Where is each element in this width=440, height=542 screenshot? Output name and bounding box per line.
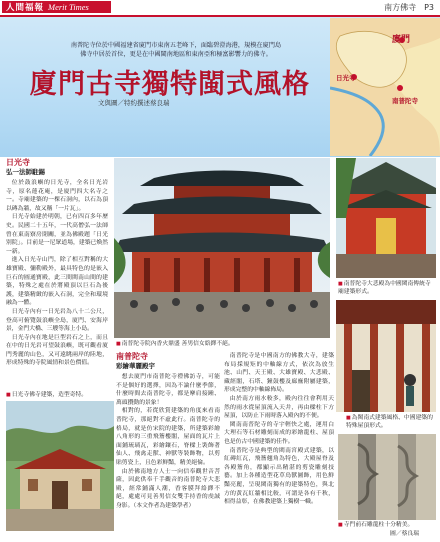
right-paragraph: 南普陀寺是典型的閩南宮殿式建築，以紅磚紅瓦，飛簷翹角為特色，大殿屋脊及各殿簷角，都顯示出精湛的剪瓷雕刻技藝。加上各種造型花草鳥獸圖飾，用色鮮豔亮麗，呈現閩南獨有的建築特色，與北方的黃瓦紅牆相比較，可謂是各有千秋，相得益彰，在佛教建築上獨樹一幟。	[224, 447, 334, 506]
newspaper-logo	[2, 1, 111, 13]
map-label-riguangsi: 日光寺	[336, 74, 356, 82]
stone-pillar-photo	[338, 434, 436, 520]
left-subheading: 弘一法師駐錫	[6, 168, 45, 176]
caption-left-bottom: ■ 日光寺佛寺建築，造型奇特。	[6, 391, 111, 399]
right-paragraph: 南普陀寺是中國南方的佛教大寺，建築布局採規矩的中軸線方式，依次為放生池、山門、天王殿、大雄寶殿、大悲殿、藏經閣，石塔、鐘鼓樓及廊廡附屬建築，形成完整的中軸線佈局。	[224, 353, 334, 394]
middle-paragraph: 由於佛南地方人士一向信奉觀世音菩薩，因此供奉千手觀音的南普陀寺大悲殿，經常鋪滿人潮，香客膜拜絡繹不絕，處處可見善男信女雙手持香的虔誠身影。（本文作者為建築學者）	[116, 468, 220, 509]
right-paragraph: 閩南南普陀寺的寺宇輕快之處，運用白大理石等石材雕刻而成的彩繪龍柱、屋頂也是仿古中國建築的佳作。	[224, 421, 334, 445]
byline: 文與圖／特約撰述蔡良瑞	[98, 99, 170, 107]
left-column	[6, 158, 108, 368]
intro-line-1: 南普陀寺位於中國福建省廈門市東南五老峰下，面臨碧澄海港，規模在廈門島	[70, 42, 282, 49]
logo-text: 人間福報	[6, 3, 45, 13]
map-label-xiamen: 廈門	[392, 35, 411, 45]
left-paragraph: 進入日光寺山門，除了相互對稱的大雄寶殿、彌勒殿外，最具特色的是嵌入巨石的圓通寶殿，此三間閩南山間的建築，特殊之處在於將殿頂以巨石為後護，建築精緻的嵌入石洞，完全和環境融為一體。	[6, 257, 108, 307]
xiamen-map	[330, 18, 440, 156]
right-column	[224, 352, 334, 507]
riguangsi-photo	[6, 401, 114, 531]
logo-subtitle: Merit Times	[48, 2, 89, 12]
middle-paragraph: 相對的，若從欣賞建築的角度來看南普陀寺，那絕對不虛此行。南普陀寺的格局，就是仿宋院的建築，所建築彩繪八角形的三重飛簷樓閣，屋面的瓦片上面鋪琉璃瓦，彩繪鑲石，脊樑上裝飾著仙人、飛禽走獸、神獸等裝飾物，以剪貼剪瓷上，且色彩鮮豔，精美絕倫。	[116, 408, 220, 466]
left-heading: 日光寺	[6, 158, 30, 167]
intro-text	[26, 41, 326, 59]
left-paragraph: 日光寺始建於明朝，已有四百多年歷史。民國二十五年，一代高僧弘一法師曾在東南寮房閉關，並為佛殿題「日光別院」。目前是一尼眾道場，建築已煥然一新。	[6, 214, 108, 255]
section-label: 南方佛寺 P3	[384, 3, 434, 12]
map-label-nanputuo: 南普陀寺	[392, 97, 418, 105]
article-title: 廈門古寺獨特閩式風格	[30, 69, 310, 100]
caption-right-top: ■ 南普陀寺大悲殿為中國閩南傳統寺廟建築形式。	[338, 280, 434, 296]
middle-paragraph: 想去廈門市南普陀寺禮佛訪寺，可能不是個好的選擇，因為不論什麼季節，什麼時間去南普陀寺，都是摩肩接踵、萬頭攢動的景象！	[116, 374, 220, 406]
left-paragraph: 位於鼓浪嶼的日光寺，全名日光岩寺，原名蓮花庵，是廈門四大名寺之一。寺廟建築的一棵石洞內，以石為頂以磚為牆，故又稱「一片瓦」。	[6, 180, 108, 212]
dabei-hall-photo	[336, 158, 436, 278]
roof-detail-photo	[336, 300, 436, 412]
photo-credit: 圖／蔡良瑞	[390, 531, 419, 537]
right-paragraph: 由於南方雨水較多，殿內往往會利用天然的雨水從屋頂流入天井，再由樑柱下方屋頂，以防止下雨時落入殿內的不便。	[224, 395, 334, 420]
caption-main-photo: ■ 南普陀寺院內香火鼎盛 善男信女絡繹不絕。	[116, 340, 328, 348]
middle-heading: 南普陀寺	[116, 352, 148, 361]
caption-right-mid: ■ 為閩南式建築風格、中國建築的特殊屋頂形式。	[346, 414, 436, 430]
middle-column	[116, 352, 220, 511]
nanputuo-main-photo	[114, 158, 330, 338]
caption-bottom-right: ■ 寺門前石雕龍柱十分精美。	[338, 521, 436, 529]
intro-line-2: 佛寺中居於首位，更是在中國閩南地區和東南亞和極富影響力的佛寺。	[80, 51, 272, 58]
left-paragraph: 日光寺內在地是巨型岩石之上，而且在中的日光岩可望鼓浪嶼，既可觀看廈門秀麗的山色，又可遠眺兩岸的陸地，形成特殊的寺院風情和景色價值。	[6, 334, 108, 367]
middle-subheading: 彩繪華麗殿宇	[116, 362, 155, 370]
left-paragraph: 日光寺內有一日光岩為八十二公尺，登高可俯覽鼓浪嶼全島，廈門、安海岸景，金門大橋、三艘等海上小島。	[6, 308, 108, 333]
